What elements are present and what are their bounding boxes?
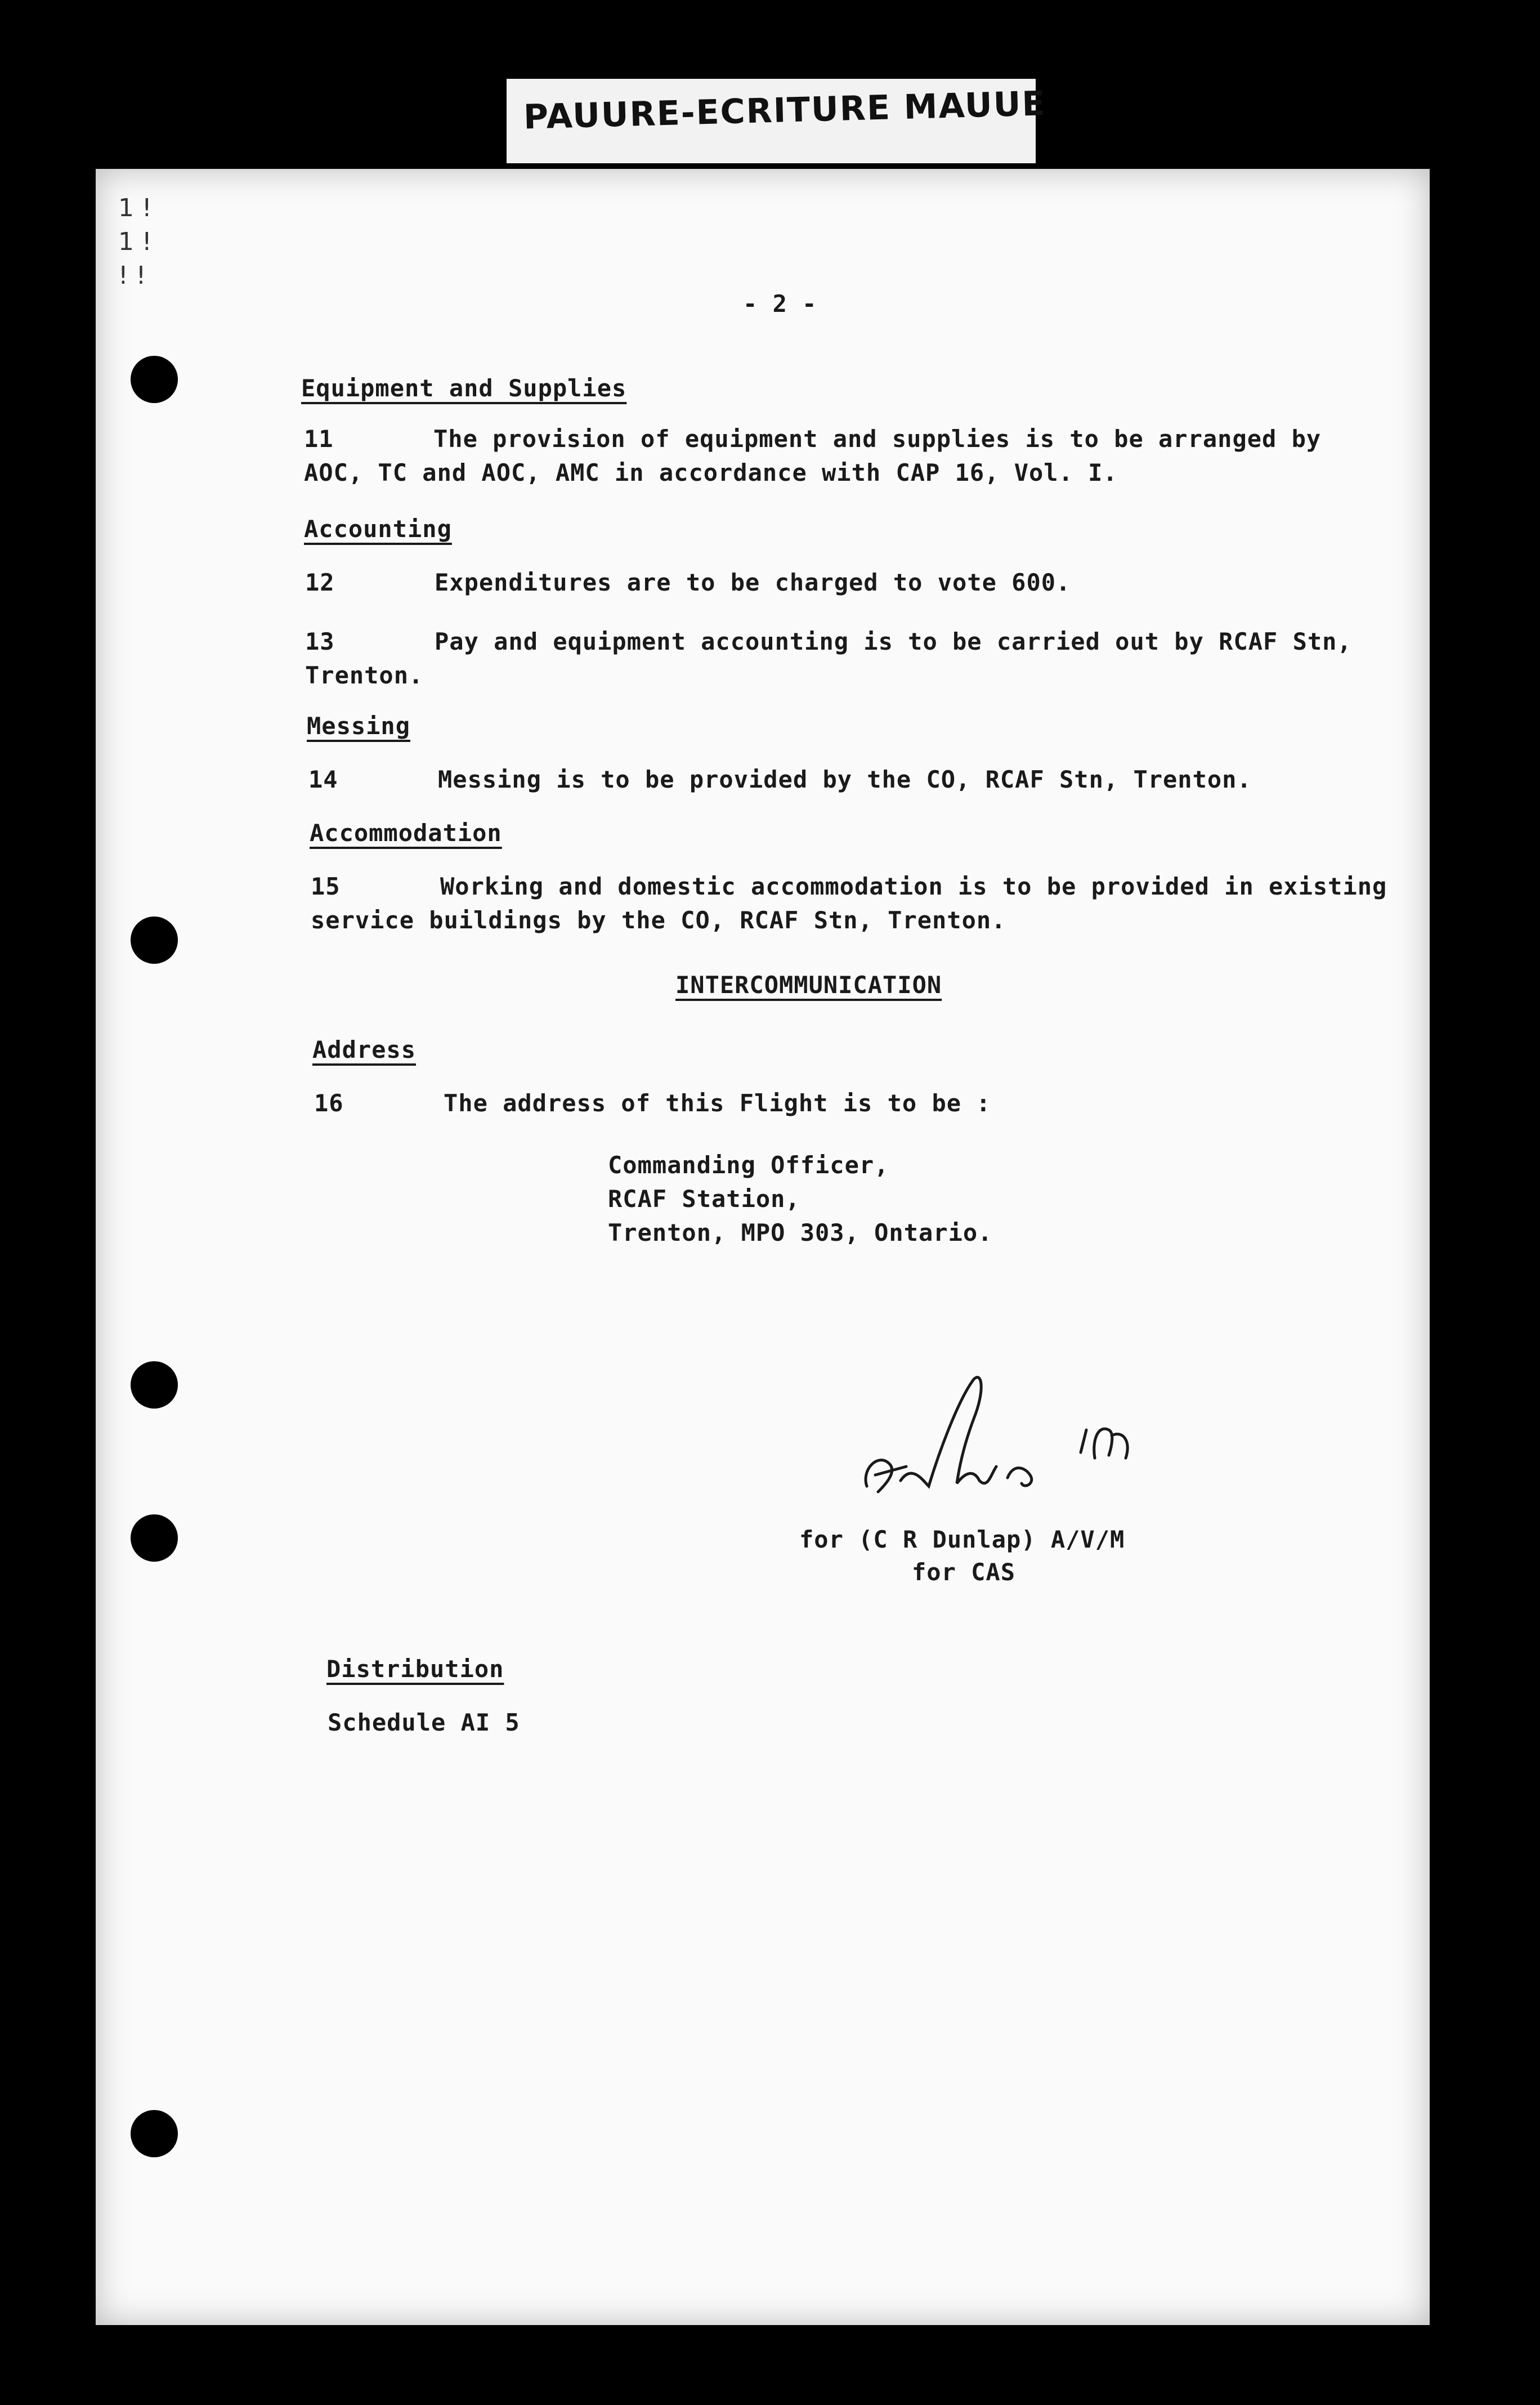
paragraph-16-number: 16 bbox=[314, 1089, 344, 1117]
heading-accounting: Accounting bbox=[304, 515, 452, 543]
paragraph-15-number: 15 bbox=[311, 873, 341, 900]
paragraph-13-number: 13 bbox=[305, 628, 335, 655]
punch-hole-3 bbox=[131, 1361, 178, 1409]
paragraph-11-text-1: The provision of equipment and supplies is to be arranged by bbox=[433, 425, 1322, 453]
heading-distribution: Distribution bbox=[326, 1655, 504, 1683]
signature-line-2: for CAS bbox=[912, 1558, 1016, 1586]
punch-hole-5 bbox=[131, 2110, 178, 2157]
paragraph-13-line-1 bbox=[305, 628, 1352, 655]
signature-line-1: for (C R Dunlap) A/V/M bbox=[799, 1526, 1125, 1553]
heading-intercommunication: INTERCOMMUNICATION bbox=[675, 971, 942, 999]
paragraph-12-line-1 bbox=[305, 569, 1071, 596]
paragraph-14-line-1 bbox=[308, 766, 1252, 793]
paragraph-11-line-1 bbox=[304, 425, 1321, 453]
paragraph-13-text-1: Pay and equipment accounting is to be carried out by RCAF Stn, bbox=[435, 628, 1352, 655]
archive-label bbox=[507, 79, 1047, 163]
address-line-1: Commanding Officer, bbox=[608, 1151, 889, 1179]
punch-hole-2 bbox=[131, 917, 178, 964]
paragraph-15-line-1 bbox=[311, 873, 1387, 900]
punch-hole-1 bbox=[131, 356, 178, 403]
address-line-3: Trenton, MPO 303, Ontario. bbox=[608, 1219, 993, 1246]
paragraph-16-text-1: The address of this Flight is to be : bbox=[444, 1089, 991, 1117]
paragraph-15-text-1: Working and domestic accommodation is to be provided in existing bbox=[440, 873, 1387, 900]
heading-address: Address bbox=[312, 1036, 417, 1063]
heading-messing: Messing bbox=[307, 712, 411, 740]
paragraph-12-text-1: Expenditures are to be charged to vote 600. bbox=[435, 569, 1071, 596]
page-number: - 2 - bbox=[743, 290, 817, 318]
document-page bbox=[96, 169, 1430, 2325]
punch-hole-4 bbox=[131, 1514, 178, 1562]
paragraph-14-number: 14 bbox=[308, 766, 338, 793]
distribution-schedule: Schedule AI 5 bbox=[328, 1709, 520, 1736]
paragraph-13-line-2: Trenton. bbox=[305, 661, 424, 689]
paragraph-15-line-2: service buildings by the CO, RCAF Stn, Trenton. bbox=[311, 906, 1006, 934]
heading-accommodation: Accommodation bbox=[310, 819, 502, 847]
margin-marks: 1 ! 1 ! ! ! bbox=[118, 194, 152, 290]
address-line-2: RCAF Station, bbox=[608, 1185, 800, 1213]
archive-label-text: PAUURE-ECRITURE MAUUE bbox=[523, 84, 1047, 137]
paragraph-14-text-1: Messing is to be provided by the CO, RCAF Stn, Trenton. bbox=[438, 766, 1252, 793]
paragraph-12-number: 12 bbox=[305, 569, 335, 596]
paragraph-11-number: 11 bbox=[304, 425, 334, 453]
heading-equipment-supplies: Equipment and Supplies bbox=[301, 374, 627, 402]
handwritten-signature bbox=[844, 1368, 1205, 1526]
paragraph-11-line-2: AOC, TC and AOC, AMC in accordance with CAP 16, Vol. I. bbox=[304, 459, 1118, 486]
paragraph-16-line-1 bbox=[314, 1089, 991, 1117]
